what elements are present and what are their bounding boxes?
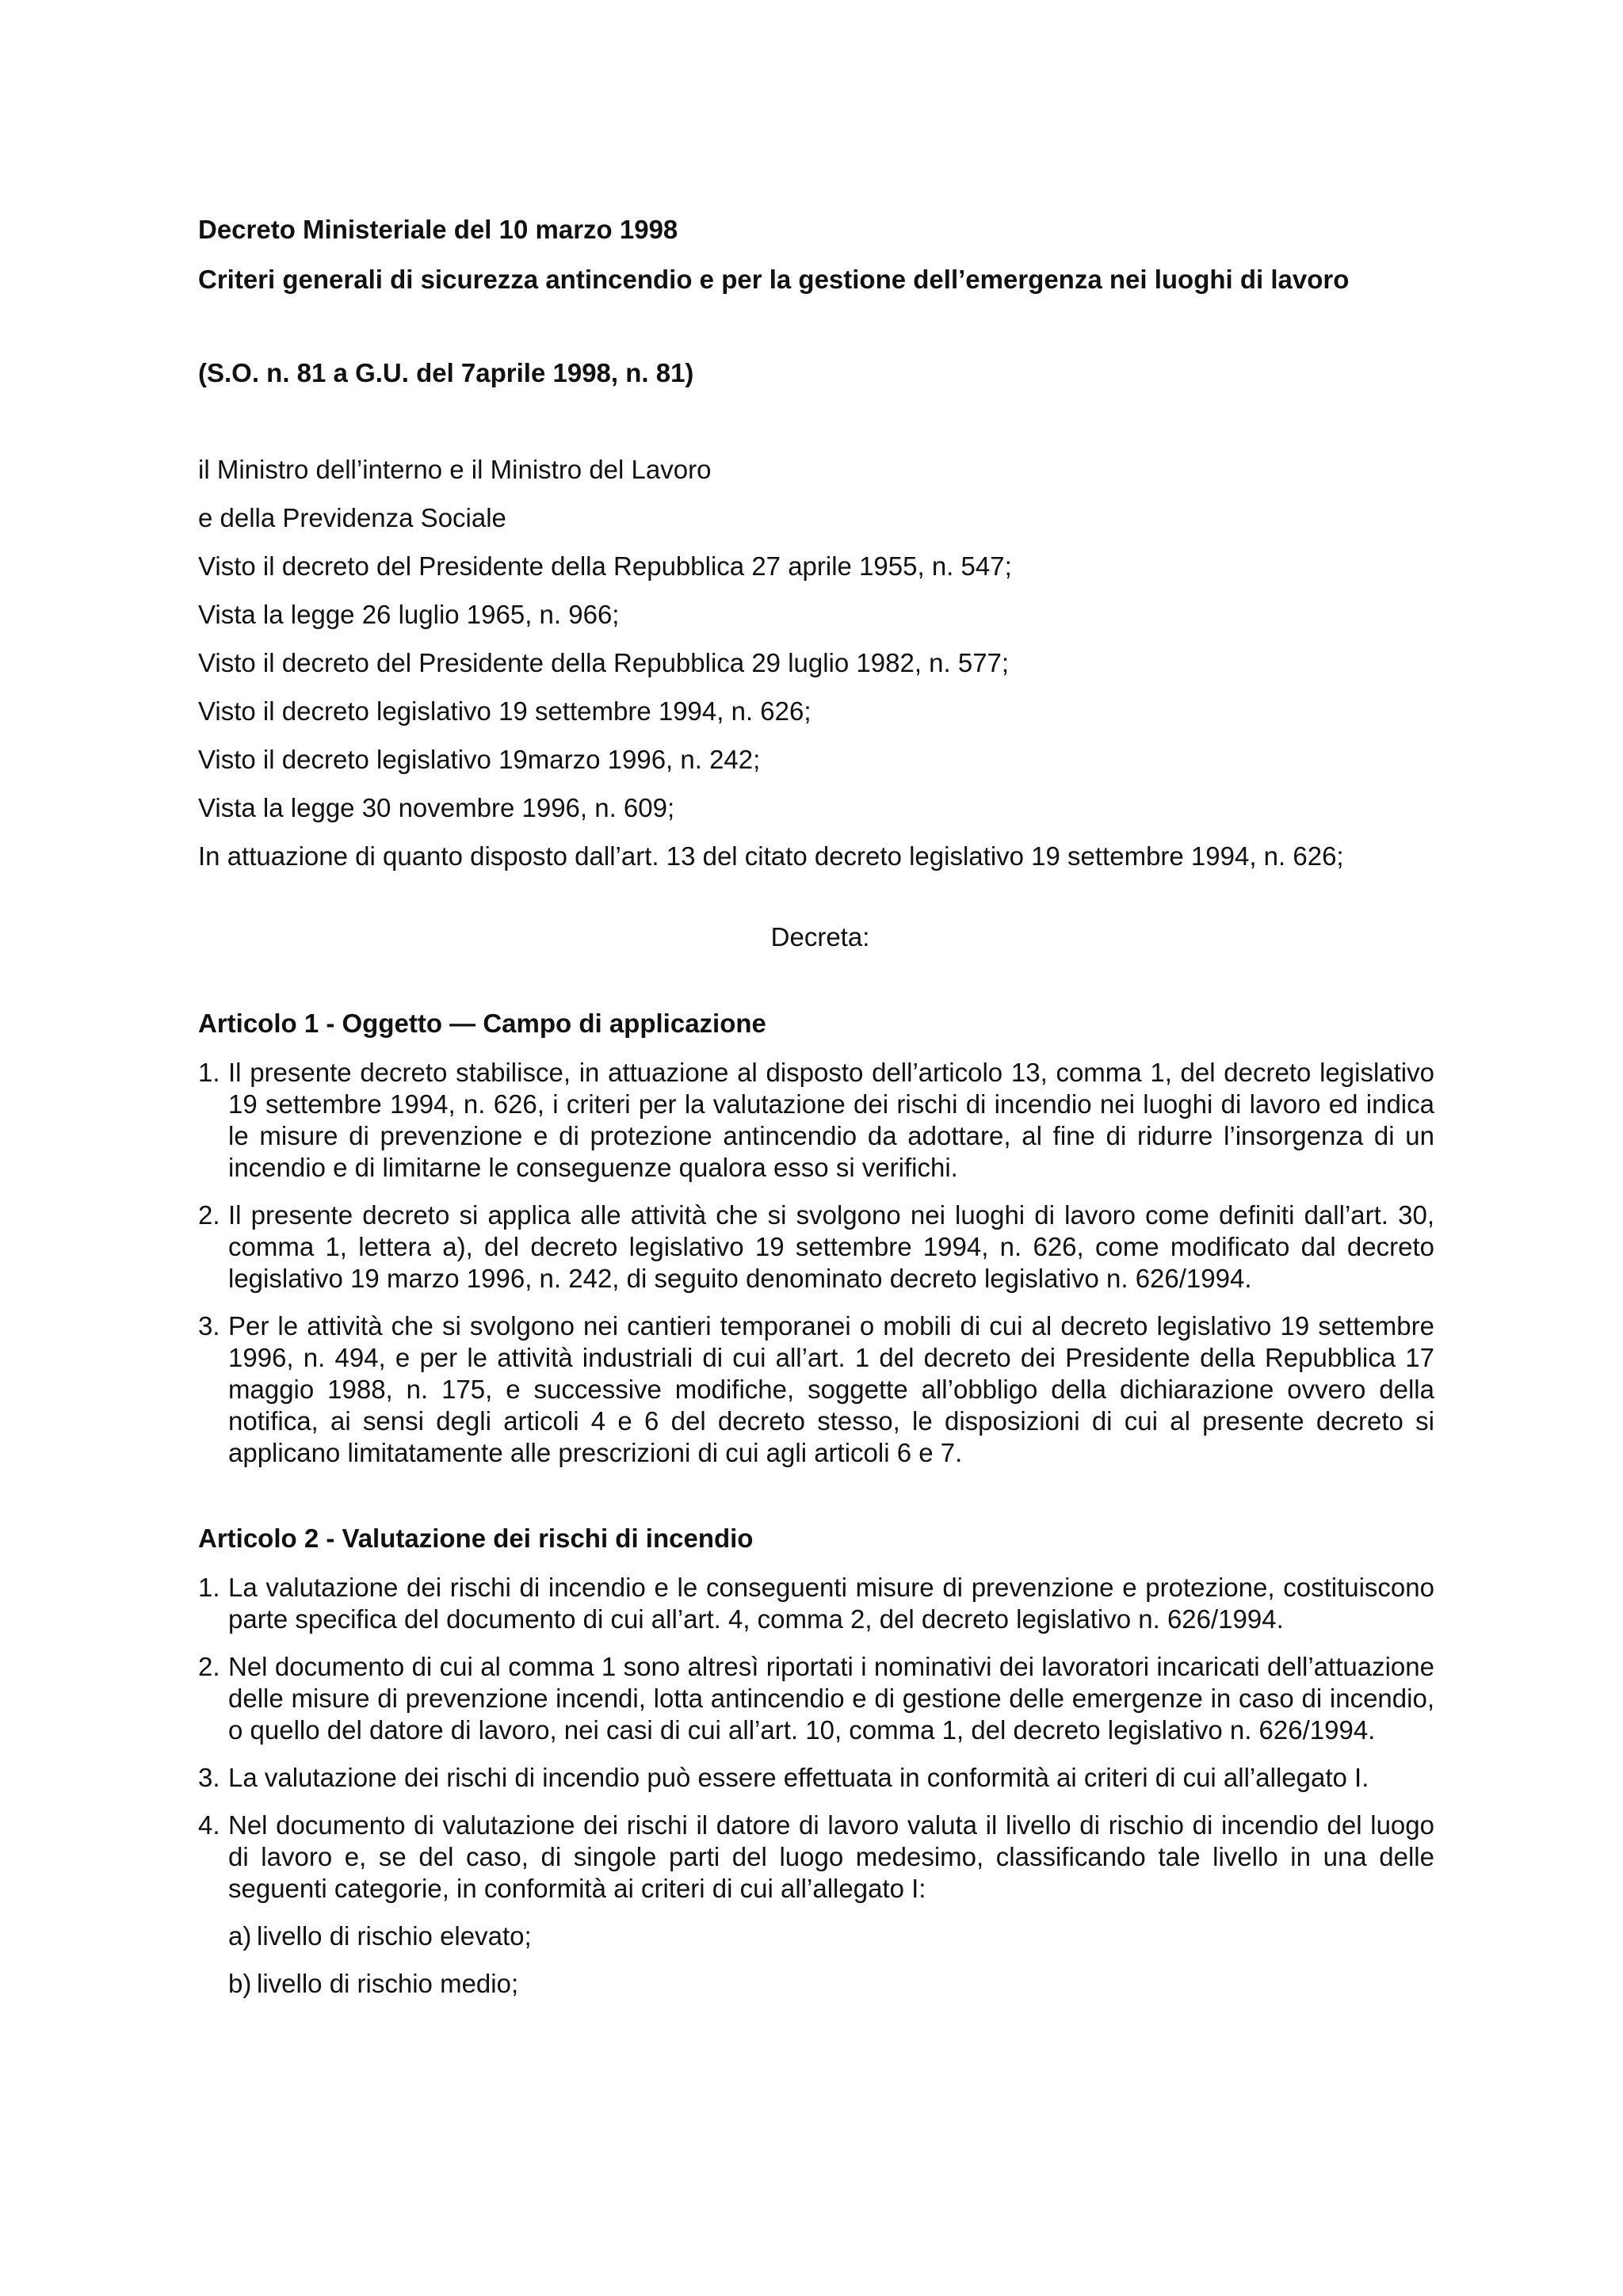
document-body [198,214,1434,2000]
item-text: La valutazione dei rischi di incendio e le conseguenti misure di prevenzione e protezione, costituiscono parte specifica del documento di cui all’art. 4, comma 2, del decreto legislativo n. 626/1994. [228,1573,1434,1634]
item-number: 3. [198,1763,220,1792]
subitem [198,1920,1434,1952]
subitem-text: livello di rischio elevato; [257,1921,532,1951]
subitem-text: livello di rischio medio; [257,1969,519,1998]
item-text: La valutazione dei rischi di incendio può essere effettuata in conformità ai criteri di cui all’allegato I. [228,1763,1369,1792]
article-subitems [198,1920,1434,2000]
article-1 [198,1008,1434,1469]
item-text: Il presente decreto stabilisce, in attuazione al disposto dell’articolo 13, comma 1, del decreto legislativo 19 settembre 1994, n. 626, i criteri per la valutazione dei rischi di incendio nei luoghi di lavoro ed indica le misure di prevenzione e di protezione antincendio da adottare, al fine di ridurre l’insorgenza di un incendio e di limitarne le conseguenze qualora esso si verifichi. [228,1058,1434,1182]
item-number: 3. [198,1311,220,1341]
subitem-letter: b) [228,1969,252,1998]
item-text: Nel documento di valutazione dei rischi il datore di lavoro valuta il livello di rischio di incendio del luogo di lavoro e, se del caso, di singole parti del luogo medesimo, classificando tale livello in una delle seguenti categorie, in conformità ai criteri di cui all’allegato I: [228,1810,1434,1903]
article-items [198,1572,1434,1905]
item-text: Nel documento di cui al comma 1 sono altresì riportati i nominativi dei lavoratori incaricati dell’attuazione delle misure di prevenzione incendi, lotta antincendio e di gestione delle emergenze in caso di incendio, o quello del datore di lavoro, nei casi di cui all’art. 10, comma 1, del decreto legislativo n. 626/1994. [228,1652,1434,1745]
item-number: 1. [198,1058,220,1087]
article-items [198,1057,1434,1469]
preamble-line: il Ministro dell’interno e il Ministro del Lavoro [198,455,712,484]
article-item [198,1762,1434,1794]
item-text: Per le attività che si svolgono nei cantieri temporanei o mobili di cui al decreto legislativo 19 settembre 1996, n. 494, e per le attività industriali di cui all’art. 1 del decreto dei Presidente della Repubblica 17 maggio 1988, n. 175, e successive modifiche, soggette all’obbligo della dichiarazione ovvero della notifica, ai sensi degli articoli 4 e 6 del decreto stesso, le disposizioni di cui al presente decreto si applicano limitatamente alle prescrizioni di cui agli articoli 6 e 7. [228,1311,1434,1467]
item-text: Il presente decreto si applica alle attività che si svolgono nei luoghi di lavoro come definiti dall’art. 30, comma 1, lettera a), del decreto legislativo 19 settembre 1994, n. 626, come modificato dal decreto legislativo 19 marzo 1996, n. 242, di seguito denominato decreto legislativo n. 626/1994. [228,1200,1434,1293]
article-item [198,1651,1434,1746]
preamble-line: Vista la legge 30 novembre 1996, n. 609; [198,793,675,822]
preamble-line: Vista la legge 26 luglio 1965, n. 966; [198,600,620,629]
subitem [198,1968,1434,2000]
preamble-line: Visto il decreto del Presidente della Repubblica 29 luglio 1982, n. 577; [198,648,1010,677]
preamble [198,454,1434,872]
item-number: 1. [198,1573,220,1602]
article-title: Articolo 2 - Valutazione dei rischi di incendio [198,1524,754,1553]
item-number: 4. [198,1810,220,1840]
article-item [198,1199,1434,1295]
preamble-line: e della Previdenza Sociale [198,503,506,532]
document-title: Decreto Ministeriale del 10 marzo 1998 [198,215,678,244]
publication-reference: (S.O. n. 81 a G.U. del 7aprile 1998, n. 81) [198,358,694,387]
article-item [198,1310,1434,1469]
preamble-line: Visto il decreto del Presidente della Repubblica 27 aprile 1955, n. 547; [198,551,1012,581]
preamble-line: Visto il decreto legislativo 19marzo 1996, n. 242; [198,745,761,774]
item-number: 2. [198,1652,220,1681]
decreta-heading: Decreta: [770,922,870,952]
article-title: Articolo 1 - Oggetto — Campo di applicazione [198,1009,766,1038]
document-subtitle: Criteri generali di sicurezza antincendio e per la gestione dell’emergenza nei luoghi di lavoro [198,265,1350,294]
item-number: 2. [198,1200,220,1230]
article-item [198,1810,1434,1905]
article-item [198,1057,1434,1184]
preamble-line: In attuazione di quanto disposto dall’art. 13 del citato decreto legislativo 19 settembre 1994, n. 626; [198,841,1344,871]
article-2 [198,1523,1434,2000]
preamble-line: Visto il decreto legislativo 19 settembre 1994, n. 626; [198,696,812,726]
subitem-letter: a) [228,1921,252,1951]
article-item [198,1572,1434,1635]
